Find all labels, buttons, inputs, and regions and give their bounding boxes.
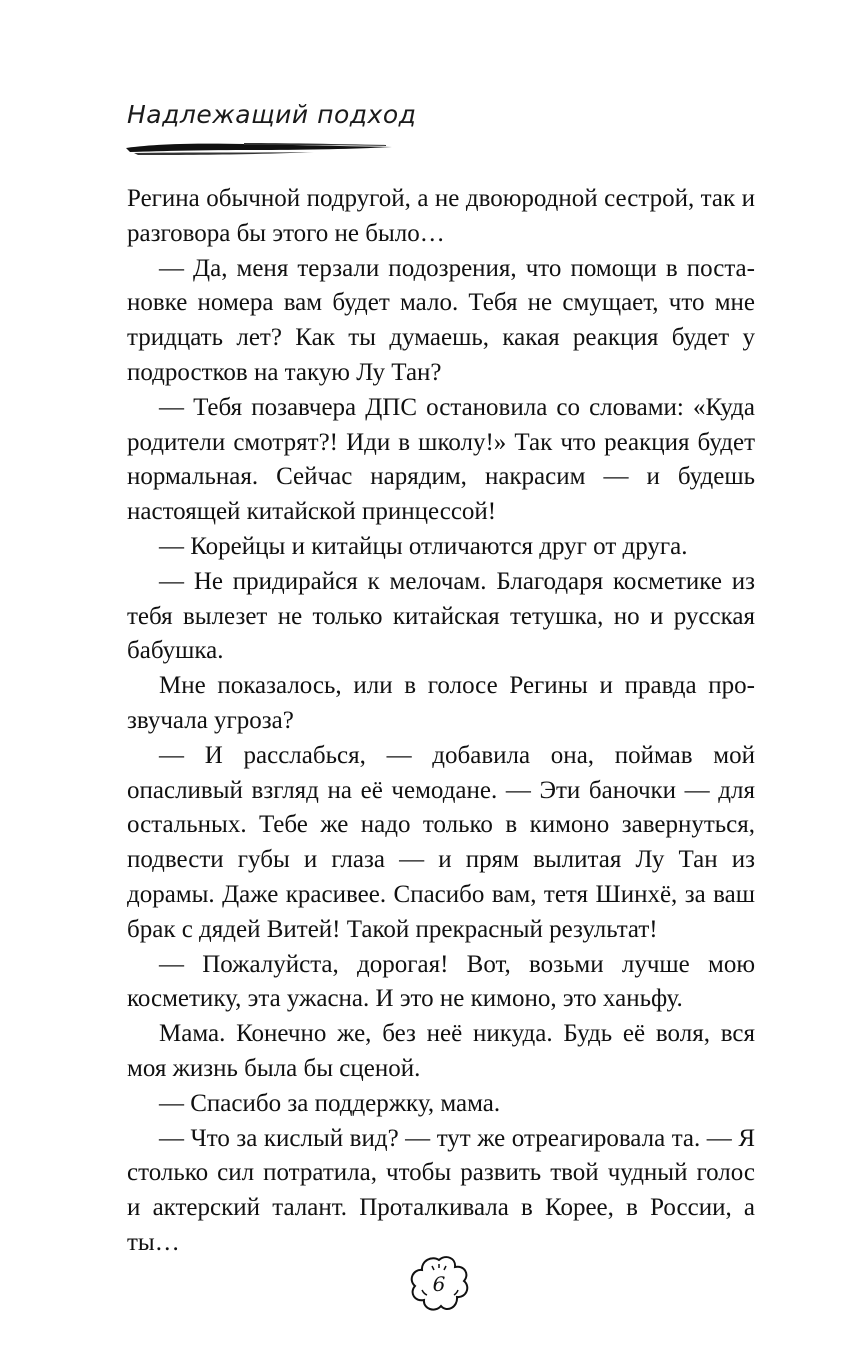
paragraph: — Тебя позавчера ДПС остановила со словами: «Куда родители смотрят?! Иди в школу!» Так что реакция будет нормальная. Сейчас нарядим, накрасим — и будешь настоящей китайской принцессой! — [127, 393, 755, 526]
page-number: 6 — [432, 1272, 446, 1296]
paragraph: — Не придирайся к мелочам. Благодаря косметике из тебя вылезет не только китайская тетушка, но и русская бабушка. — [127, 567, 755, 665]
paragraph: — Пожалуйста, дорогая! Вот, возьми лучше мою косметику, эта ужасна. И это не кимоно, это ханьфу. — [127, 950, 755, 1013]
paragraph: — Корейцы и китайцы отличаются друг от друга. — [159, 532, 688, 560]
running-head-title: Надлежащий подход — [127, 100, 417, 129]
paragraph: Регина обычной подругой, а не двоюродной сестрой, так и разговора бы этого не было… — [127, 185, 755, 247]
paragraph: — И расслабься, — добавила она, поймав мой опасливый взгляд на её чемодане. — Эти баночки — для остальных. Тебе же надо только в кимоно завернуться, подвести губы и глаза — и прям вылитая Лу Тан из дорамы. Даже красивее. Спасибо вам, тетя Шинхё, за ваш брак с дядей Витей! Такой прекрасный результат! — [127, 741, 755, 943]
paragraph: — Да, меня терзали подозрения, что помощи в постановке номера вам будет мало. Тебя не смущает, что мне тридцать лет? Как ты думаешь, какая реакция будет у подростков на такую Лу Тан? — [127, 254, 755, 386]
brush-stroke-divider — [124, 138, 394, 158]
body-text — [127, 182, 755, 1261]
paragraph: Мама. Конечно же, без неё никуда. Будь её воля, вся моя жизнь была бы сценой. — [127, 1020, 755, 1082]
paragraph: — Спасибо за поддержку, мама. — [159, 1089, 501, 1117]
paragraph: Мне показалось, или в голосе Регины и правда прозвучала угроза? — [127, 672, 755, 734]
paragraph: — Что за кислый вид? — тут же отреагировала та. — Я столько сил потратила, чтобы развить твой чудный голос и актерский талант. Проталкивала в Корее, в России, а ты… — [127, 1124, 755, 1256]
